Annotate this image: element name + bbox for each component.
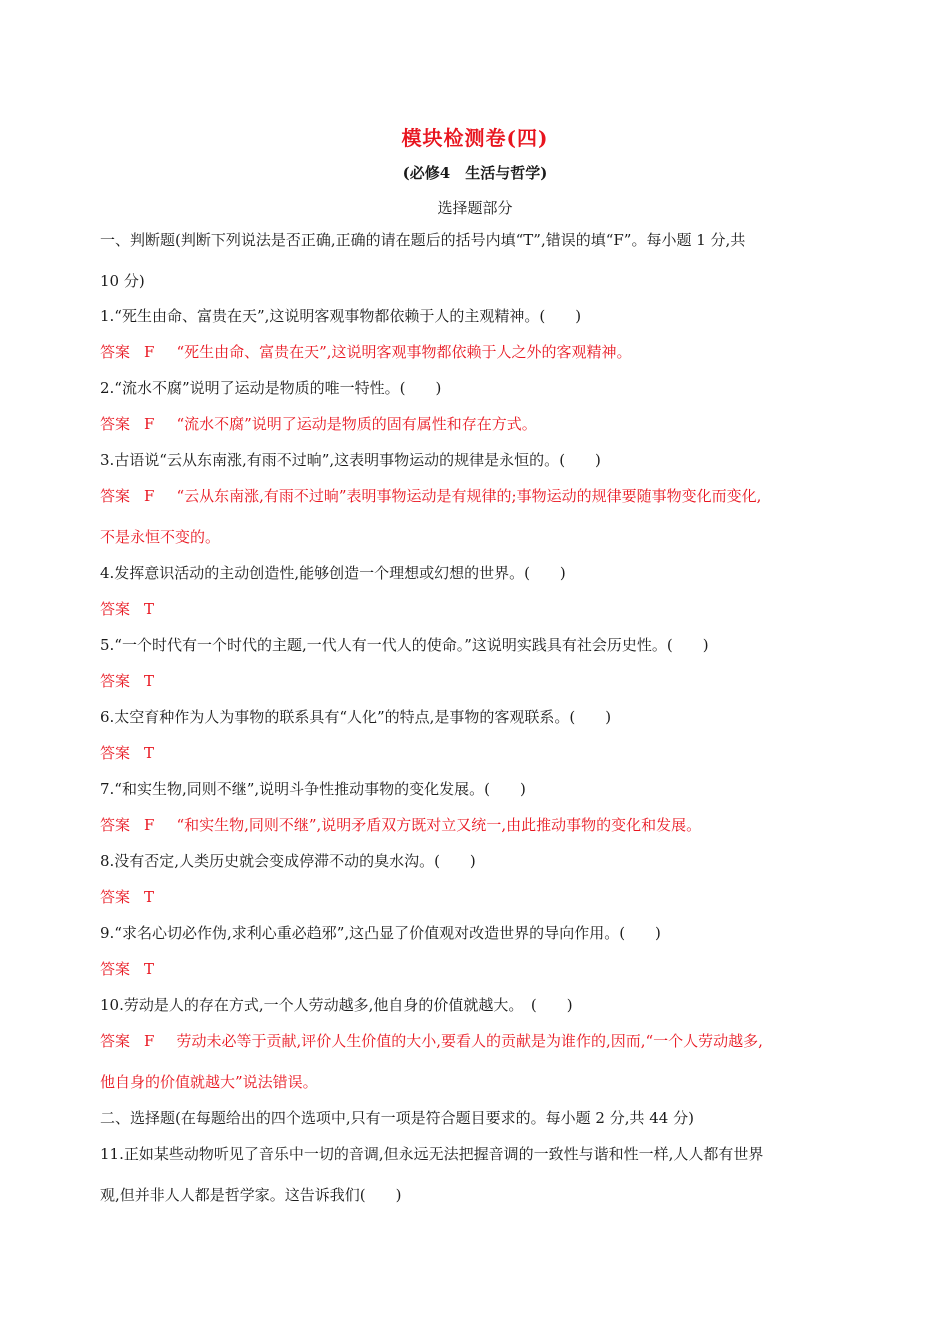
answer-explanation: “云从东南涨,有雨不过晌”表明事物运动是有规律的;事物运动的规律要随事物变化而变化, [176, 487, 762, 505]
answer-value: F [144, 415, 155, 433]
answer-value: T [144, 672, 155, 690]
answer-7 [100, 815, 852, 835]
answer-value: T [144, 744, 155, 762]
answer-value: T [144, 600, 155, 618]
answer-explanation: “死生由命、富贵在天”,这说明客观事物都依赖于人之外的客观精神。 [176, 343, 632, 361]
answer-8 [100, 887, 852, 907]
answer-10-continued: 他自身的价值就越大”说法错误。 [100, 1073, 318, 1091]
question-10: 10.劳动是人的存在方式,一个人劳动越多,他自身的价值就越大。 ( ) [100, 996, 573, 1014]
question-8: 8.没有否定,人类历史就会变成停滞不动的臭水沟。( ) [100, 852, 476, 870]
page-subtitle: (必修4 生活与哲学) [402, 164, 548, 182]
page-title: 模块检测卷(四) [401, 126, 549, 150]
answer-explanation: “流水不腐”说明了运动是物质的固有属性和存在方式。 [176, 415, 537, 433]
part1-heading-line1: 一、判断题(判断下列说法是否正确,正确的请在题后的括号内填“T”,错误的填“F”。每小题 1 分,共 [100, 231, 746, 249]
answer-explanation: 劳动未必等于贡献,评价人生价值的大小,要看人的贡献是为谁作的,因而,“一个人劳动越多, [176, 1032, 763, 1050]
answer-3-continued: 不是永恒不变的。 [100, 528, 221, 546]
answer-3 [100, 486, 852, 506]
answer-value: F [144, 487, 155, 505]
answer-label: 答案 [100, 672, 131, 690]
question-6: 6.太空育种作为人为事物的联系具有“人化”的特点,是事物的客观联系。( ) [100, 708, 612, 726]
answer-label: 答案 [100, 960, 131, 978]
question-7: 7.“和实生物,同则不继”,说明斗争性推动事物的变化发展。( ) [100, 780, 526, 798]
question-5: 5.“一个时代有一个时代的主题,一代人有一代人的使命。”这说明实践具有社会历史性。( ) [100, 636, 709, 654]
answer-value: F [144, 816, 155, 834]
answer-2 [100, 414, 852, 434]
question-9: 9.“求名心切必作伪,求利心重必趋邪”,这凸显了价值观对改造世界的导向作用。( ) [100, 924, 661, 942]
question-2: 2.“流水不腐”说明了运动是物质的唯一特性。( ) [100, 379, 442, 397]
question-4: 4.发挥意识活动的主动创造性,能够创造一个理想或幻想的世界。( ) [100, 564, 566, 582]
part2-heading: 二、选择题(在每题给出的四个选项中,只有一项是符合题目要求的。每小题 2 分,共 44 分) [100, 1109, 694, 1127]
answer-value: T [144, 960, 155, 978]
answer-value: F [144, 1032, 155, 1050]
question-3: 3.古语说“云从东南涨,有雨不过晌”,这表明事物运动的规律是永恒的。( ) [100, 451, 601, 469]
answer-explanation: “和实生物,同则不继”,说明矛盾双方既对立又统一,由此推动事物的变化和发展。 [176, 816, 702, 834]
answer-label: 答案 [100, 487, 131, 505]
answer-label: 答案 [100, 744, 131, 762]
answer-6 [100, 743, 852, 763]
part1-heading-line2: 10 分) [100, 272, 145, 290]
question-11-line2: 观,但并非人人都是哲学家。这告诉我们( ) [100, 1186, 402, 1204]
answer-1 [100, 342, 852, 362]
answer-value: T [144, 888, 155, 906]
answer-label: 答案 [100, 1032, 131, 1050]
answer-5 [100, 671, 852, 691]
answer-9 [100, 959, 852, 979]
question-11-line1: 11.正如某些动物听见了音乐中一切的音调,但永远无法把握音调的一致性与谐和性一样,人人都有世界 [100, 1145, 764, 1163]
answer-label: 答案 [100, 816, 131, 834]
answer-label: 答案 [100, 888, 131, 906]
answer-10 [100, 1031, 852, 1051]
answer-value: F [144, 343, 155, 361]
question-1: 1.“死生由命、富贵在天”,这说明客观事物都依赖于人的主观精神。( ) [100, 307, 582, 325]
answer-label: 答案 [100, 600, 131, 618]
answer-4 [100, 599, 852, 619]
answer-label: 答案 [100, 415, 131, 433]
answer-label: 答案 [100, 343, 131, 361]
section-heading: 选择题部分 [437, 199, 513, 217]
